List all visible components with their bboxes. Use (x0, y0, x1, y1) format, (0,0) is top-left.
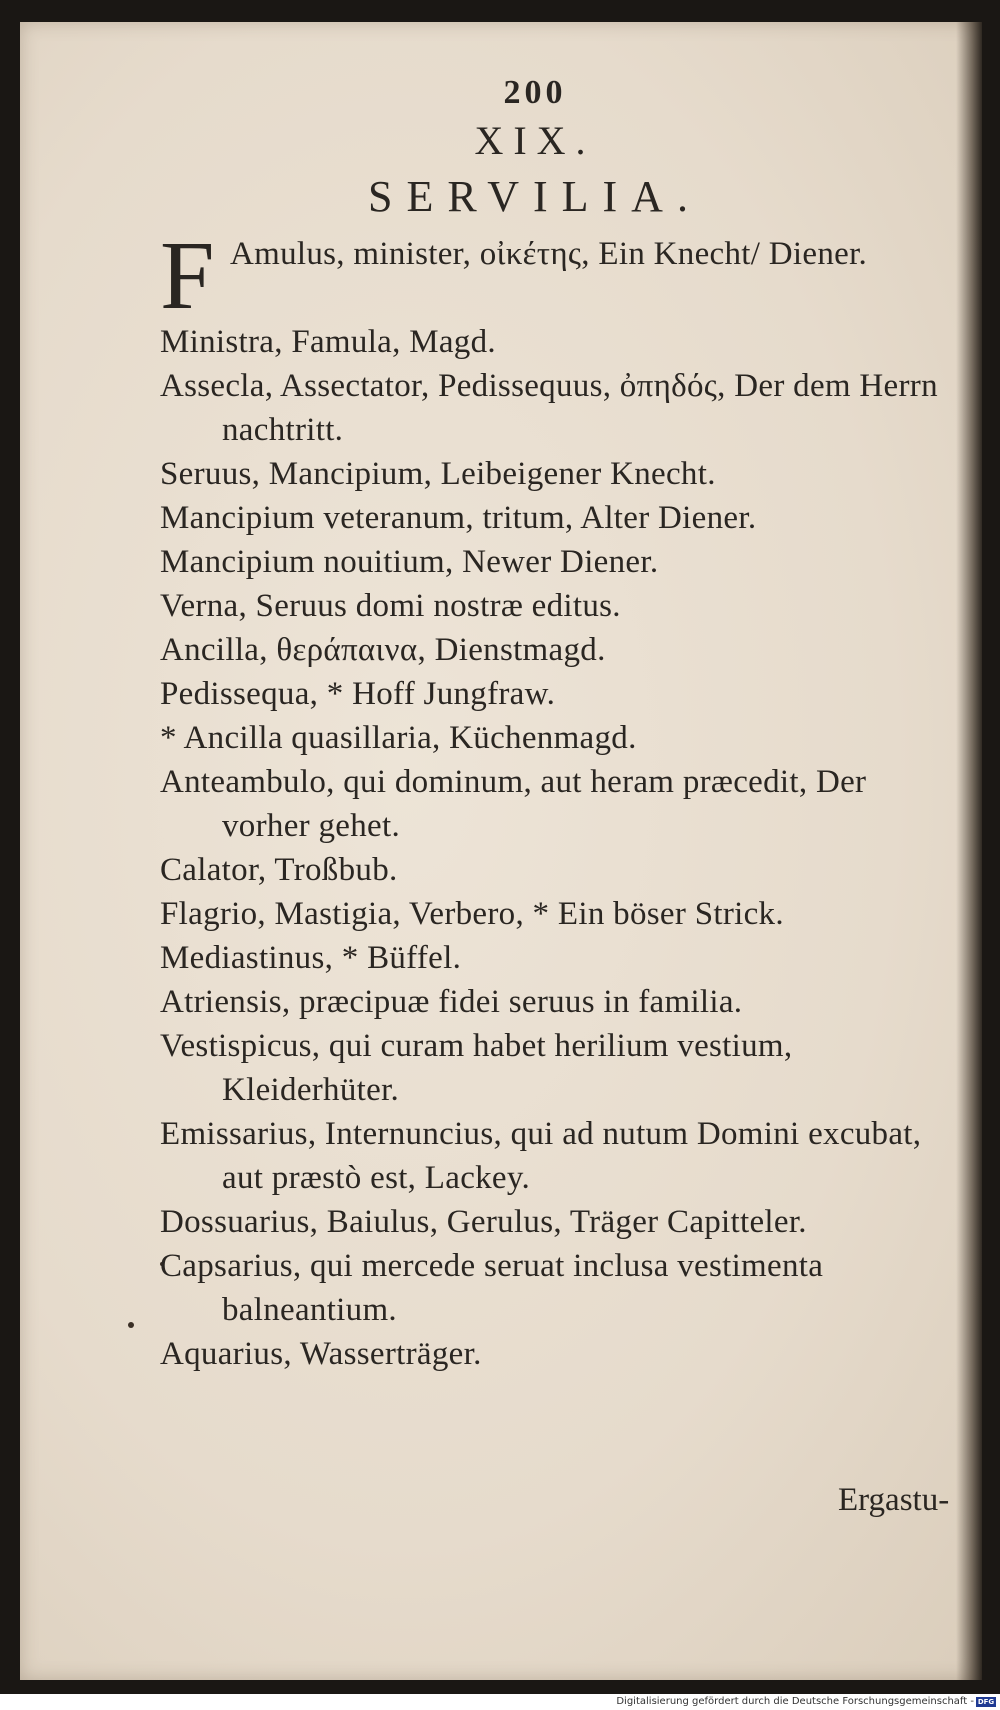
glossary-entry: Ancilla, θεράπαινα, Dienstmagd. (160, 632, 606, 668)
page-number: 200 (503, 74, 567, 111)
page-content (160, 70, 950, 1376)
catchword: Ergastu- (838, 1482, 950, 1518)
glossary-entry: Atriensis, præcipuæ fidei seruus in familia. (160, 984, 743, 1020)
glossary-entry: Assecla, Assectator, Pedissequus, ὀπηδός, Der dem Herrn nachtritt. (160, 368, 938, 448)
glossary-entries (160, 222, 950, 1376)
chapter-number: XIX. (474, 118, 596, 163)
glossary-entry: Aquarius, Wasserträger. (160, 1336, 482, 1372)
glossary-entry: Anteambulo, qui dominum, aut heram præcedit, Der vorher gehet. (160, 764, 867, 844)
glossary-entry: Pedissequa, * Hoff Jungfraw. (160, 676, 556, 712)
glossary-entry: Dossuarius, Baiulus, Gerulus, Träger Capitteler. (160, 1204, 807, 1240)
footer-credit: Digitalisierung gefördert durch die Deutsche Forschungsgemeinschaft - (616, 1696, 974, 1707)
glossary-entry: Verna, Seruus domi nostræ editus. (160, 588, 621, 624)
chapter-title: SERVILIA. (368, 172, 702, 221)
glossary-entry: Emissarius, Internuncius, qui ad nutum Domini excubat, aut præstò est, Lackey. (160, 1116, 922, 1196)
glossary-entry: Seruus, Mancipium, Leibeigener Knecht. (160, 456, 716, 492)
glossary-entry: Mancipium nouitium, Newer Diener. (160, 544, 659, 580)
glossary-entry: Vestispicus, qui curam habet herilium vestium, Kleiderhüter. (160, 1028, 793, 1108)
glossary-entry: Capsarius, qui mercede seruat inclusa vestimenta balneantium. (160, 1248, 824, 1328)
glossary-entry: Mancipium veteranum, tritum, Alter Diener. (160, 500, 757, 536)
glossary-entry-first (160, 222, 950, 330)
digitization-footer (0, 1694, 1000, 1710)
page-gutter-shadow (956, 22, 982, 1680)
dfg-logo-icon: DFG (977, 1698, 995, 1706)
drop-cap: F (160, 222, 215, 330)
ink-speck (128, 1322, 134, 1328)
entry-text: Amulus, minister, οἰκέτης, Ein Knecht/ Diener. (230, 236, 868, 272)
glossary-entry: * Ancilla quasillaria, Küchenmagd. (160, 720, 637, 756)
glossary-entry: Ministra, Famula, Magd. (160, 324, 496, 360)
glossary-entry: Calator, Troßbub. (160, 852, 398, 888)
glossary-entry: Mediastinus, * Büffel. (160, 940, 462, 976)
glossary-entry: Flagrio, Mastigia, Verbero, * Ein böser Strick. (160, 896, 784, 932)
